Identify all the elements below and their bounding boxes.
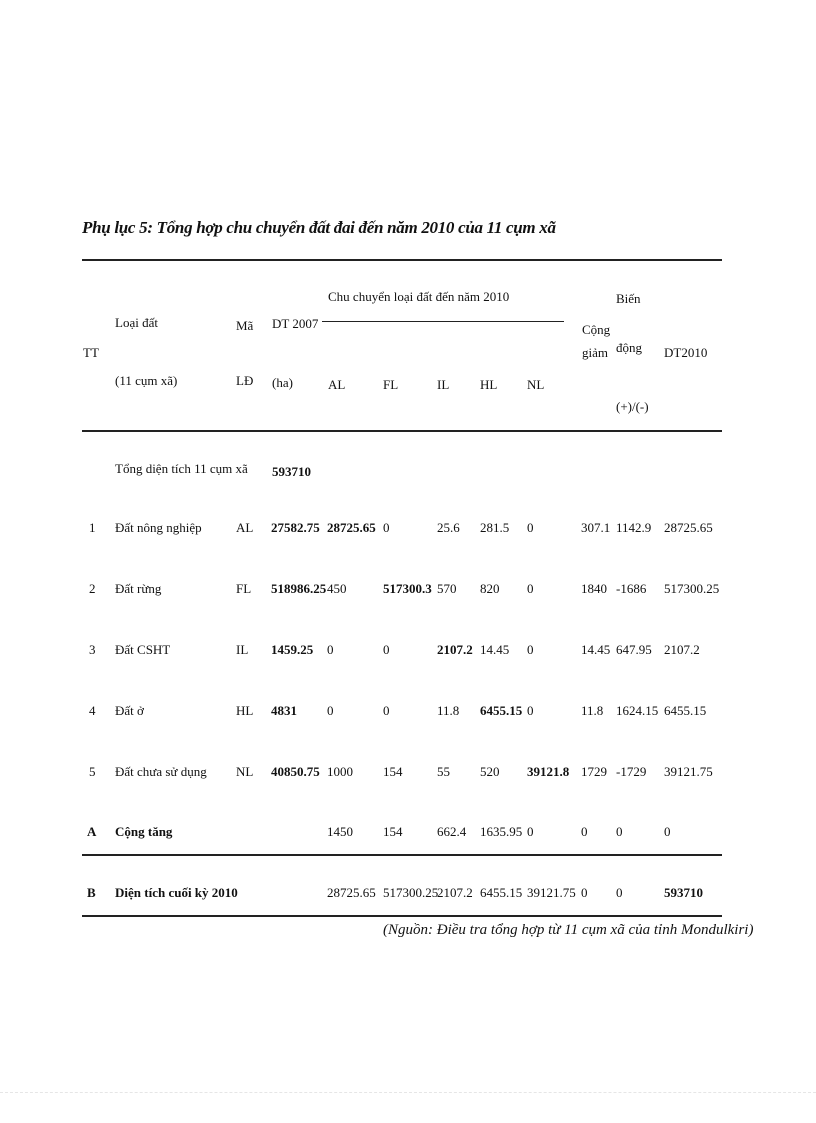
cell-dt2007: 4831 <box>271 703 297 718</box>
cell-nl: 39121.75 <box>527 885 576 900</box>
header-dt2007: DT 2007 <box>272 316 319 331</box>
cell-dt2007: 1459.25 <box>271 642 314 657</box>
header-cong-giam-sub: giảm <box>582 345 608 360</box>
cell-fl: 154 <box>383 824 403 839</box>
cell-al: 1000 <box>327 764 353 779</box>
cell-il: 25.6 <box>437 520 460 535</box>
cell-cong-giam: 14.45 <box>581 642 611 657</box>
cell-tt: 3 <box>89 642 96 657</box>
cell-tt: 5 <box>89 764 96 779</box>
cell-cong-giam: 1729 <box>581 764 607 779</box>
cell-fl: 517300.3 <box>383 581 432 596</box>
cell-cong-giam: 11.8 <box>581 703 604 718</box>
header-dt2010: DT2010 <box>664 345 708 360</box>
cell-name: Đất rừng <box>115 581 162 596</box>
cell-dt2007: 27582.75 <box>271 520 320 535</box>
cell-hl: 281.5 <box>480 520 510 535</box>
cell-ma: IL <box>236 642 249 657</box>
header-nl: NL <box>527 377 545 392</box>
source-note: (Nguồn: Điều tra tổng hợp từ 11 cụm xã của tỉnh Mondulkiri) <box>383 922 754 938</box>
cell-nl: 0 <box>527 581 534 596</box>
cell-name: Cộng tăng <box>115 824 173 839</box>
cell-hl: 6455.15 <box>480 703 523 718</box>
cell-al: 28725.65 <box>327 520 376 535</box>
cell-il: 2107.2 <box>437 642 473 657</box>
cell-name: Đất ở <box>115 703 144 718</box>
header-ma-sub: LĐ <box>236 373 254 388</box>
header-bien-dong: Biến <box>616 291 641 306</box>
header-loai-dat-sub: (11 cụm xã) <box>115 373 178 388</box>
table-top-rule <box>82 259 722 261</box>
cell-ma: HL <box>236 703 254 718</box>
header-ma: Mã <box>236 318 254 333</box>
cell-bien-dong: 647.95 <box>616 642 652 657</box>
cell-il: 2107.2 <box>437 885 473 900</box>
cell-nl: 39121.8 <box>527 764 570 779</box>
cell-il: 55 <box>437 764 450 779</box>
cell-fl: 0 <box>383 520 390 535</box>
header-loai-dat: Loại đất <box>115 315 158 330</box>
page-title: Phụ lục 5: Tổng hợp chu chuyển đất đai đến năm 2010 của 11 cụm xã <box>82 218 556 237</box>
cell-bien-dong: -1686 <box>616 581 647 596</box>
table-bottom-rule <box>82 915 722 917</box>
cell-name: Đất chưa sử dụng <box>115 764 207 779</box>
header-bien-dong-sub: động <box>616 340 642 355</box>
cell-al: 28725.65 <box>327 885 376 900</box>
header-tt: TT <box>83 345 99 360</box>
cell-dt2010: 28725.65 <box>664 520 713 535</box>
cell-dt2010: 0 <box>664 824 671 839</box>
cell-il: 11.8 <box>437 703 460 718</box>
cell-fl: 0 <box>383 703 390 718</box>
total-label: Tổng diện tích 11 cụm xã <box>115 461 248 476</box>
cell-dt2010: 6455.15 <box>664 703 707 718</box>
header-fl: FL <box>383 377 399 392</box>
header-hl: HL <box>480 377 498 392</box>
cell-al: 0 <box>327 642 334 657</box>
header-cong-giam: Cộng <box>582 322 611 337</box>
cell-cong-giam: 0 <box>581 824 588 839</box>
cell-bien-dong: 1624.15 <box>616 703 659 718</box>
cell-ma: NL <box>236 764 254 779</box>
header-bien-dong-sign: (+)/(-) <box>616 399 649 414</box>
cell-nl: 0 <box>527 642 534 657</box>
cell-dt2007: 40850.75 <box>271 764 320 779</box>
cell-ma: FL <box>236 581 252 596</box>
cell-hl: 14.45 <box>480 642 510 657</box>
cell-al: 0 <box>327 703 334 718</box>
cell-bien-dong: 1142.9 <box>616 520 652 535</box>
cell-nl: 0 <box>527 824 534 839</box>
cell-cong-giam: 0 <box>581 885 588 900</box>
cell-nl: 0 <box>527 703 534 718</box>
page-edge-divider <box>0 1092 816 1093</box>
cell-cong-giam: 307.1 <box>581 520 611 535</box>
cell-tt: A <box>87 824 97 839</box>
header-dt2007-unit: (ha) <box>272 375 293 390</box>
cell-bien-dong: 0 <box>616 885 623 900</box>
cell-cong-giam: 1840 <box>581 581 607 596</box>
row-b-top-rule <box>82 854 722 856</box>
header-al: AL <box>328 377 346 392</box>
cell-dt2010: 39121.75 <box>664 764 713 779</box>
cell-ma: AL <box>236 520 254 535</box>
cell-hl: 6455.15 <box>480 885 523 900</box>
cell-fl: 154 <box>383 764 403 779</box>
header-sub-rule <box>322 321 564 322</box>
cell-hl: 820 <box>480 581 500 596</box>
cell-fl: 517300.25 <box>383 885 439 900</box>
cell-al: 450 <box>327 581 347 596</box>
cell-al: 1450 <box>327 824 353 839</box>
cell-dt2010: 517300.25 <box>664 581 720 596</box>
cell-bien-dong: 0 <box>616 824 623 839</box>
cell-name: Diện tích cuối kỳ 2010 <box>115 885 238 900</box>
cell-tt: 1 <box>89 520 96 535</box>
cell-il: 662.4 <box>437 824 467 839</box>
cell-dt2010: 2107.2 <box>664 642 700 657</box>
cell-tt: B <box>87 885 96 900</box>
header-il: IL <box>437 377 450 392</box>
header-chu-chuyen: Chu chuyển loại đất đến năm 2010 <box>328 289 510 304</box>
total-dt2007: 593710 <box>272 464 311 479</box>
cell-hl: 520 <box>480 764 500 779</box>
cell-dt2010: 593710 <box>664 885 703 900</box>
cell-name: Đất nông nghiệp <box>115 520 202 535</box>
cell-name: Đất CSHT <box>115 642 171 657</box>
cell-nl: 0 <box>527 520 534 535</box>
cell-il: 570 <box>437 581 457 596</box>
cell-bien-dong: -1729 <box>616 764 647 779</box>
cell-tt: 2 <box>89 581 96 596</box>
cell-tt: 4 <box>89 703 96 718</box>
cell-dt2007: 518986.25 <box>271 581 327 596</box>
header-bottom-rule <box>82 430 722 432</box>
cell-fl: 0 <box>383 642 390 657</box>
cell-hl: 1635.95 <box>480 824 523 839</box>
